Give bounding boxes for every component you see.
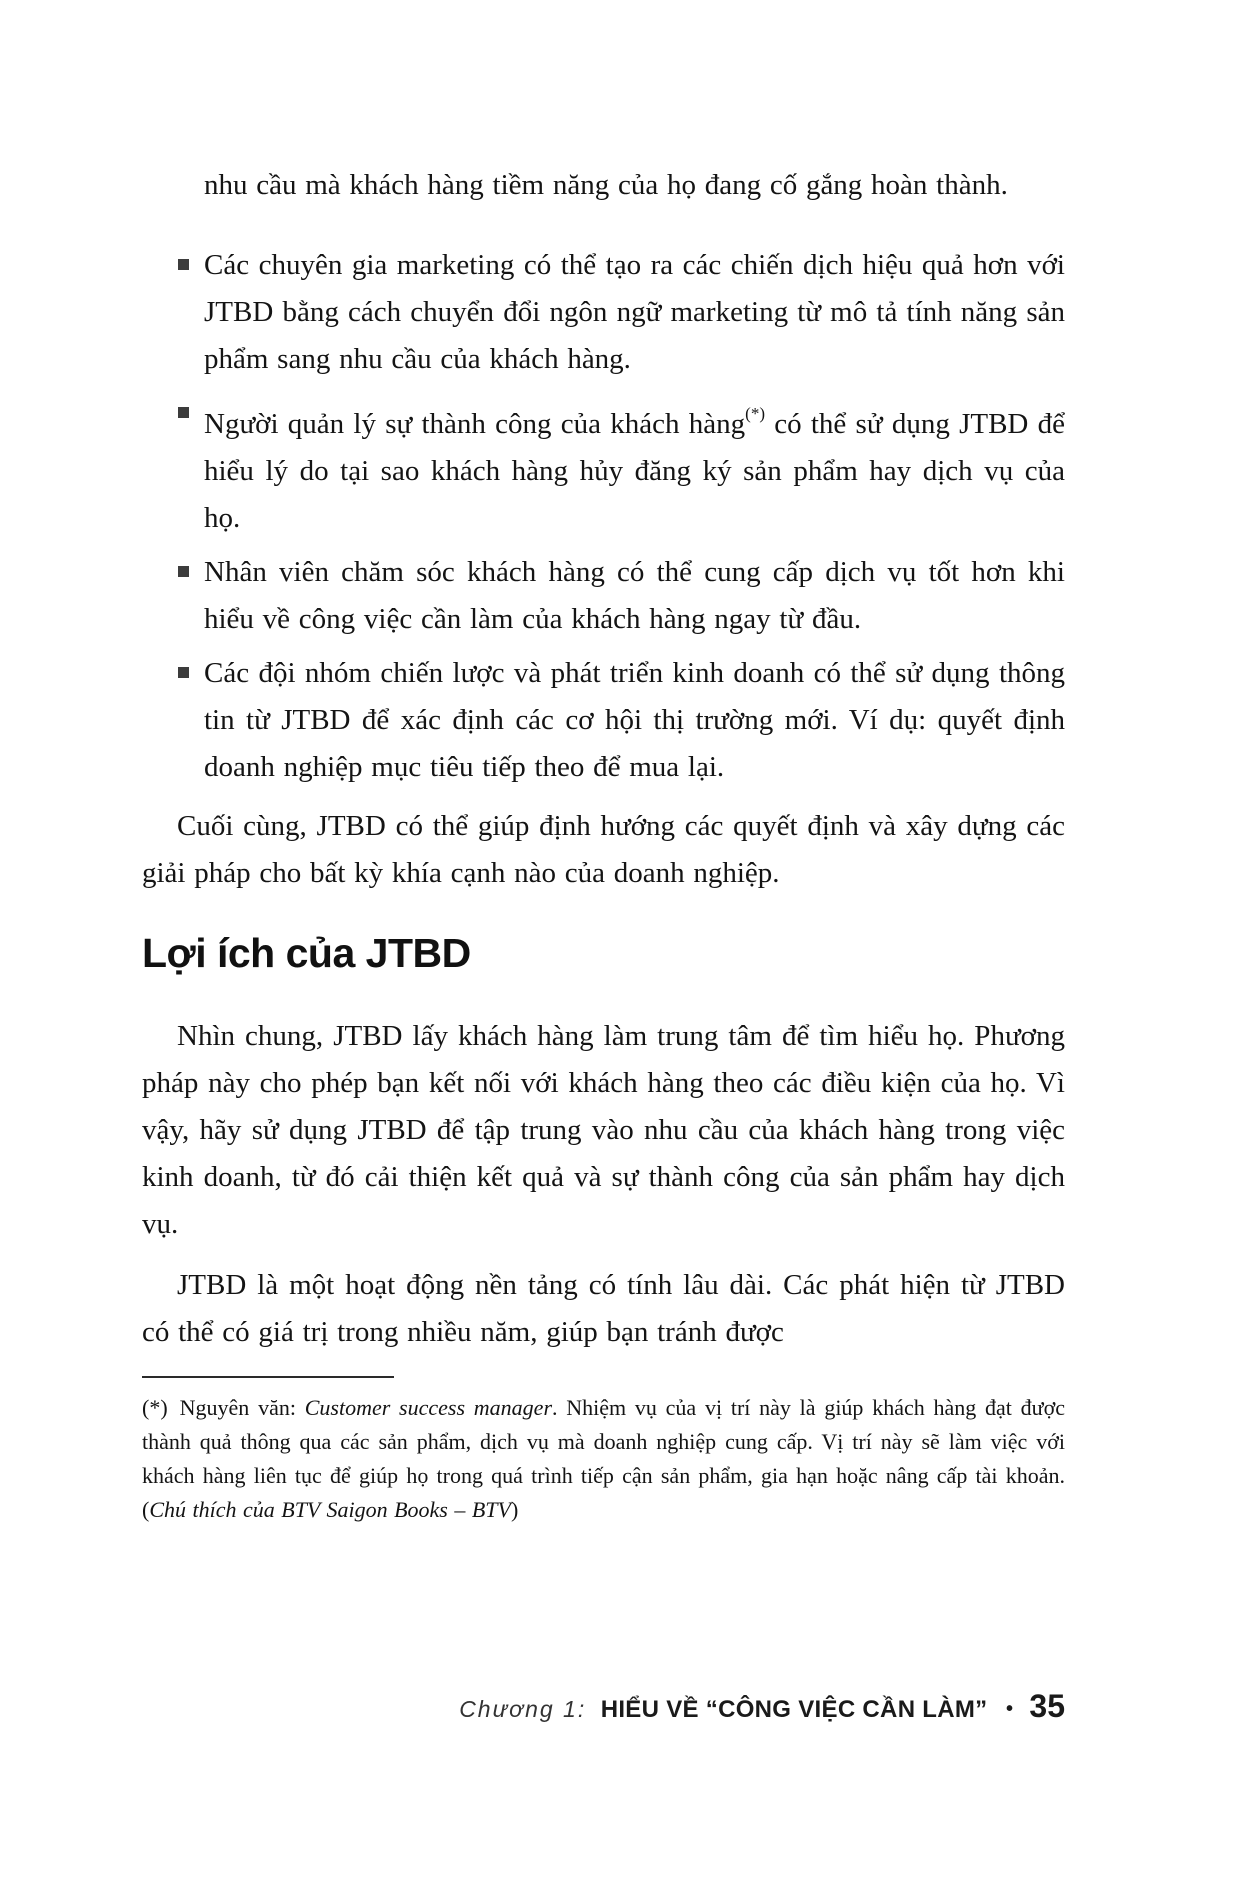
- bullet-text: Các đội nhóm chiến lược và phát triển kinh doanh có thể sử dụng thông tin từ JTBD để xác định các cơ hội thị trường mới. Ví dụ: quyết định doanh nghiệp mục tiêu tiếp theo để mua lại.: [204, 657, 1065, 783]
- section-heading: Lợi ích của JTBD: [142, 930, 471, 976]
- footnote-italic-term: Customer success manager: [304, 1395, 552, 1420]
- bullet-text: Nhân viên chăm sóc khách hàng có thể cung cấp dịch vụ tốt hơn khi hiểu về công việc cần làm của khách hàng ngay từ đầu.: [204, 556, 1065, 635]
- bullet-text-segment: có thể sử dụng JTBD để hiểu lý do tại sao khách hàng hủy đăng ký sản phẩm hay dịch vụ của họ.: [204, 408, 1065, 534]
- chapter-label: Chương 1:: [459, 1696, 587, 1722]
- bullet-square-icon: [178, 667, 189, 678]
- list-item: [142, 650, 1065, 791]
- chapter-title: HIỂU VỀ “CÔNG VIỆC CẦN LÀM”: [600, 1696, 988, 1723]
- bullet-text-segment: Người quản lý sự thành công của khách hàng: [204, 408, 746, 440]
- intro-continuation-paragraph: nhu cầu mà khách hàng tiềm năng của họ đang cố gắng hoàn thành.: [204, 169, 1008, 201]
- bullet-list: [142, 242, 1065, 791]
- footnote-text-segment: Nguyên văn:: [179, 1395, 305, 1420]
- bullet-square-icon: [178, 407, 189, 418]
- bullet-text: Các chuyên gia marketing có thể tạo ra các chiến dịch hiệu quả hơn với JTBD bằng cách chuyển đổi ngôn ngữ marketing từ mô tả tính năng sản phẩm sang nhu cầu của khách hàng.: [204, 249, 1065, 375]
- footnote-text-segment: . Nhiệm vụ của vị trí này là giúp khách hàng đạt được thành quả thông qua các sản phẩm, dịch vụ mà doanh nghiệp cung cấp. Vị trí này sẽ làm việc với khách hàng liên tục để giúp họ trong quá trình tiếp cận sản phẩm, gia hạn hoặc nâng cấp tài khoản. (: [142, 1395, 1065, 1522]
- page-number: 35: [1029, 1688, 1065, 1724]
- benefits-paragraph-1: Nhìn chung, JTBD lấy khách hàng làm trung tâm để tìm hiểu họ. Phương pháp này cho phép bạn kết nối với khách hàng theo các điều kiện của họ. Vì vậy, hãy sử dụng JTBD để tập trung vào nhu cầu của khách hàng trong việc kinh doanh, từ đó cải thiện kết quả và sự thành công của sản phẩm hay dịch vụ.: [142, 1020, 1065, 1240]
- footnote-reference: (*): [745, 404, 765, 423]
- footnote-text-segment: ): [510, 1497, 519, 1522]
- bullet-square-icon: [178, 259, 189, 270]
- footnote-editor-note: Chú thích của BTV Saigon Books – BTV: [149, 1497, 511, 1522]
- list-item: [142, 242, 1065, 383]
- footnote: [142, 1376, 1065, 1527]
- footnote-text: [142, 1391, 1065, 1527]
- footnote-marker: (*): [142, 1395, 168, 1420]
- benefits-paragraph-2: JTBD là một hoạt động nền tảng có tính lâu dài. Các phát hiện từ JTBD có thể có giá trị trong nhiều năm, giúp bạn tránh được: [142, 1269, 1065, 1348]
- footnote-separator: [142, 1376, 394, 1378]
- bullet-square-icon: [178, 566, 189, 577]
- list-item: [142, 549, 1065, 643]
- footer-dot-separator: •: [1005, 1698, 1013, 1720]
- page-footer: [142, 1688, 1065, 1725]
- conclusion-paragraph: Cuối cùng, JTBD có thể giúp định hướng các quyết định và xây dựng các giải pháp cho bất kỳ khía cạnh nào của doanh nghiệp.: [142, 810, 1065, 889]
- list-item: [142, 390, 1065, 542]
- bullet-text: [204, 390, 1065, 542]
- page-content: [142, 0, 1065, 1527]
